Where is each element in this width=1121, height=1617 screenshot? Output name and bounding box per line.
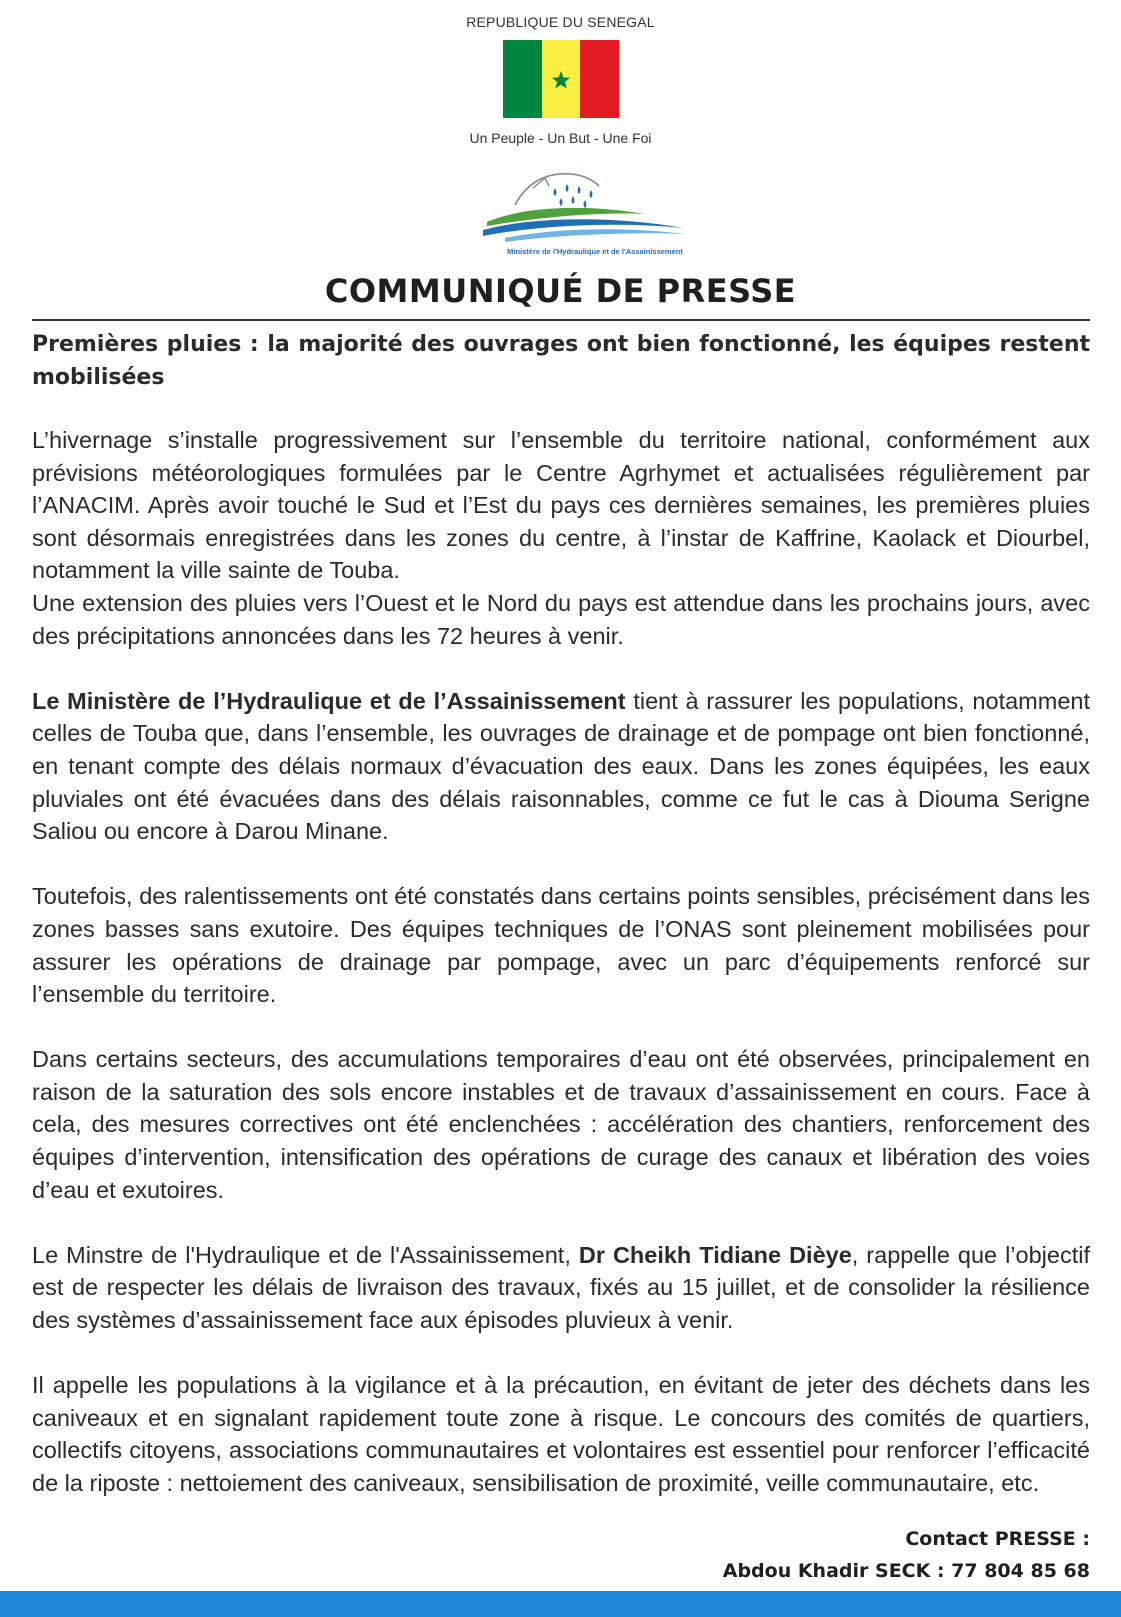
page-title: COMMUNIQUÉ DE PRESSE (324, 272, 797, 310)
ministry-logo-caption: Ministère de l'Hydraulique et de l'Assainissement (507, 247, 683, 256)
press-release-subtitle: Premières pluies : la majorité des ouvrages ont bien fonctionné, les équipes restent mobilisées (32, 332, 1090, 390)
press-release-body (32, 328, 1090, 1500)
press-contact (723, 1523, 1090, 1587)
paragraph-1a: L’hivernage s’installe progressivement sur l’ensemble du territoire national, conformément aux prévisions météorologiques formulées par le Centre Agrhymet et actualisées régulièrement par l’ANACIM. Après avoir touché le Sud et l’Est du pays ces dernières semaines, les premières pluies sont désormais enregistrées dans les zones du centre, à l’instar de Kaffrine, Kaolack et Diourbel, notamment la ville sainte de Touba. (32, 427, 1090, 584)
flag-red-band (580, 40, 619, 118)
senegal-flag-icon (503, 40, 619, 118)
paragraph-2 (32, 685, 1090, 848)
paragraph-6: Il appelle les populations à la vigilance et à la précaution, en évitant de jeter des déchets dans les caniveaux et en signalant rapidement toute zone à risque. Le concours des comités de quartiers, collectifs citoyens, associations communautaires et volontaires est essentiel pour renforcer l’efficacité de la riposte : nettoiement des caniveaux, sensibilisation de proximité, veille communautaire, etc. (32, 1372, 1090, 1496)
bottom-accent-bar (0, 1591, 1121, 1617)
paragraph-2-text: tient à rassurer les populations, notamment celles de Touba que, dans l’ensemble, les ouvrages de drainage et de pompage ont bien fonctionné, en tenant compte des délais normaux d’évacuation des eaux. Dans les zones équipées, les eaux pluviales ont été évacuées dans des délais raisonnables, comme ce fut le cas à Diouma Serigne Saliou ou encore à Darou Minane. (32, 687, 1090, 845)
paragraph-3: Toutefois, des ralentissements ont été constatés dans certains points sensibles, précisément dans les zones basses sans exutoire. Des équipes techniques de l’ONAS sont pleinement mobilisées pour assurer les opérations de drainage par pompage, avec un parc d’équipements renforcé sur l’ensemble du territoire. (32, 883, 1090, 1008)
ministry-name-bold: Le Ministère de l’Hydraulique et de l’Assainissement (32, 687, 626, 714)
minister-name-bold: Dr Cheikh Tidiane Dièye (578, 1241, 852, 1268)
paragraph-5-text: , rappelle que l’objectif est de respecter les délais de livraison des travaux, fixés au 15 juillet, et de consolider la résilience des systèmes d’assainissement face aux épisodes pluvieux à venir. (32, 1241, 1090, 1334)
republic-heading: REPUBLIQUE DU SENEGAL (466, 14, 655, 30)
paragraph-5-start: Le Minstre de l'Hydraulique et de l'Assainissement, (32, 1241, 579, 1268)
contact-person: Abdou Khadir SECK : 77 804 85 68 (722, 1560, 1090, 1582)
flag-green-band (503, 40, 542, 118)
paragraph-5 (32, 1239, 1090, 1337)
contact-label: Contact PRESSE : (905, 1528, 1090, 1550)
ministry-logo-icon (475, 160, 715, 260)
title-divider (32, 319, 1090, 321)
paragraph-4: Dans certains secteurs, des accumulations temporaires d’eau ont été observées, principalement en raison de la saturation des sols encore instables et de travaux d’assainissement en cours. Face à cela, des mesures correctives ont été enclenchées : accélération des chantiers, renforcement des équipes d’intervention, intensification des opérations de curage des canaux et libération des voies d’eau et exutoires. (32, 1046, 1090, 1203)
paragraph-1b: Une extension des pluies vers l’Ouest et le Nord du pays est attendue dans les prochains jours, avec des précipitations annoncées dans les 72 heures à venir. (32, 589, 1090, 649)
national-motto: Un Peuple - Un But - Une Foi (469, 130, 652, 146)
